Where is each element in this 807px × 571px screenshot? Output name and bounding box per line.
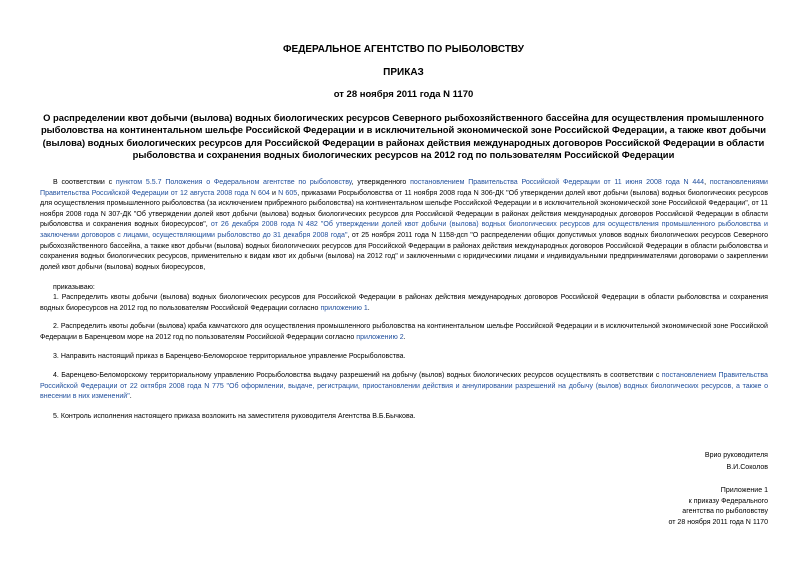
- doc-date-number: от 28 ноября 2011 года N 1170: [333, 89, 474, 100]
- item-2-end: .: [403, 333, 406, 341]
- intro-link-decree-605[interactable]: N 605: [278, 189, 298, 197]
- order-item-4: [40, 371, 768, 403]
- prikazyvayu-label: приказываю:: [53, 284, 95, 291]
- appendix-line-3: агентства по рыболовству: [682, 508, 768, 516]
- item-1-end: .: [367, 304, 370, 312]
- intro-text-4: и: [269, 189, 279, 197]
- item-2-link-appendix-2[interactable]: приложению 2: [356, 333, 404, 341]
- order-item-5: 5. Контроль исполнения настоящего приказа возложить на заместителя руководителя Агентства В.Б.Бычкова.: [53, 413, 416, 420]
- intro-text-5: , приказами Росрыболовства от 11 ноября 2008 года N 306-ДК "Об утверждении долей квот добычи (вылова) водных биологических ресурсов для осуществления промышленного рыболовства (за исключением прибрежного рыболовства) на континентальном шельфе Российской Федерации и в исключительной экономической зоне Российской Федерации", от 11 ноября 2008 года N 307-ДК "Об утверждении долей квот добычи (вылова) водных биологических ресурсов для Российской Федерации в районах действия международных договоров Российской Федерации в области рыболовства и сохранения водных биоресурсов",: [40, 189, 768, 229]
- item-1-link-appendix-1[interactable]: приложению 1: [320, 304, 368, 312]
- item-1-text: 1. Распределить квоты добычи (вылова) водных биологических ресурсов для Российской Федерации в районах действия международных договоров Российской Федерации в области рыболовства и сохранения водных биоресурсов на 2012 год по пользователям Российской Федерации согласно: [40, 294, 768, 312]
- intro-text-1: В соответствии с: [53, 179, 116, 186]
- signer-position: Врио руководителя: [704, 452, 768, 459]
- intro-link-regulation[interactable]: пунктом 5.5.7 Положения о Федеральном агентстве по рыболовству: [115, 179, 352, 186]
- intro-text-6: , от 25 ноября 2011 года N 1158-дсп "О распределении общих допустимых уловов водных биологических ресурсов Северного рыбохозяйственного бассейна, а также квот добычи (вылова) водных биологических ресурсов для Российской Федерации в районах действия международных договоров Российской Федерации в области рыболовства и сохранения водных биологических ресурсов, применительно к видам квот их добычи (вылова) на 2012 год" и заключенными с юридическими лицами и индивидуальными предпринимателями договорами о закреплении долей квот добычи (вылова) водных биоресурсов,: [40, 231, 768, 271]
- item-4-text: 4. Баренцево-Беломорскому территориальному управлению Росрыболовства выдачу разрешений на добычу (вылов) водных биологических ресурсов осуществлять в соответствии с: [53, 372, 662, 379]
- order-item-1: [40, 293, 768, 314]
- agency-heading: ФЕДЕРАЛЬНОЕ АГЕНТСТВО ПО РЫБОЛОВСТВУ: [283, 44, 524, 55]
- intro-link-decree-444[interactable]: постановлением Правительства Российской Федерации от 11 июня 2008 года N 444: [410, 179, 705, 186]
- doc-type-heading: ПРИКАЗ: [383, 67, 424, 78]
- intro-text-3: ,: [704, 179, 710, 186]
- intro-text-2: , утвержденного: [351, 179, 411, 186]
- appendix-header: [668, 486, 768, 528]
- doc-title: О распределении квот добычи (вылова) водных биологических ресурсов Северного рыбохозяйственного бассейна для осуществления промышленного рыболовства на континентальном шельфе Российской Федерации и в исключительной экономической зоне Российской Федерации, а также квот добычи (вылова) водных биологических ресурсов для Российской Федерации в районах действия международных договоров Российской Федерации в области рыболовства и сохранения водных биологических ресурсов на 2012 год по пользователям Российской Федерации: [40, 112, 767, 161]
- intro-link-decree-604[interactable]: постановлениями Правительства Российской Федерации от 12 августа 2008 года N 604: [40, 179, 768, 197]
- order-item-3: 3. Направить настоящий приказ в Баренцево-Беломорское территориальное управление Росрыболовства.: [53, 353, 406, 360]
- appendix-line-2: к приказу Федерального: [688, 497, 768, 505]
- item-4-link-decree-775[interactable]: постановлением Правительства Российской Федерации от 22 октября 2008 года N 775 "Об оформлении, выдаче, регистрации, приостановлении действия и аннулировании разрешений на добычу (вылов) водных биологических ресурсов, а также о внесении в них изменений": [40, 372, 768, 401]
- intro-paragraph: [40, 178, 768, 273]
- order-item-2: [40, 322, 768, 343]
- item-4-end: .: [129, 393, 132, 401]
- appendix-line-1: Приложение 1: [720, 487, 768, 494]
- item-2-text: 2. Распределить квоты добычи (вылова) краба камчатского для осуществления промышленного рыболовства на континентальном шельфе Российской Федерации и в исключительной экономической зоне Российской Федерации в Баренцевом море на 2012 год по пользователям Российской Федерации согласно: [40, 323, 768, 341]
- signer-name: В.И.Соколов: [726, 464, 768, 471]
- appendix-line-4: от 28 ноября 2011 года N 1170: [668, 518, 768, 526]
- intro-link-order-482[interactable]: от 26 декабря 2008 года N 482 "Об утверждении долей квот добычи (вылова) водных биологических ресурсов для осуществления промышленного рыболовства и заключении договоров с лицами, осуществляющими рыболовство до 31 декабря 2008 года": [40, 221, 768, 239]
